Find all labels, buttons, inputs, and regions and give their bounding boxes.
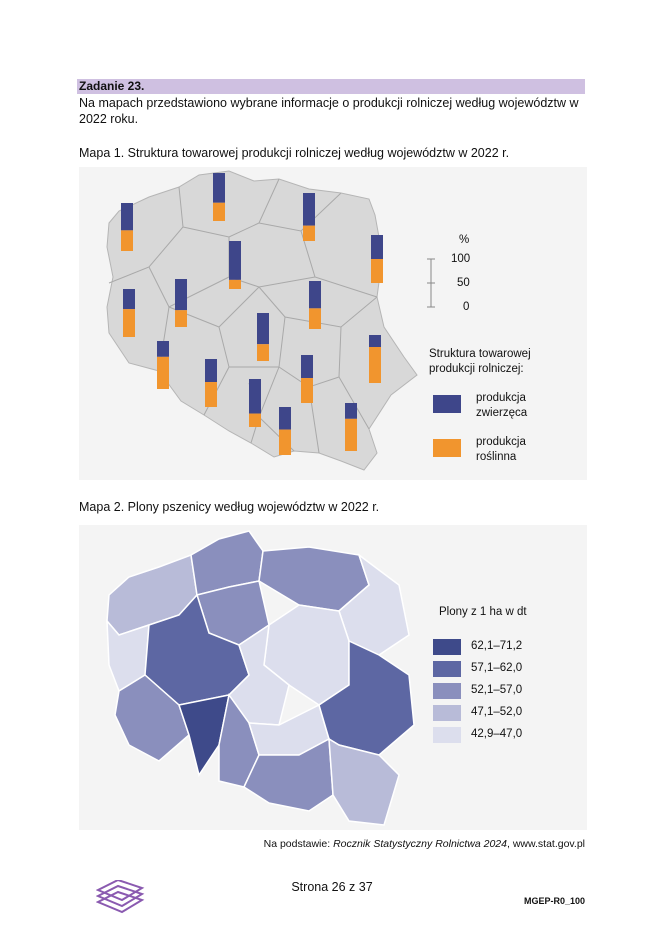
bar-animal-11 <box>249 379 261 414</box>
legend-label-plant: produkcja roślinna <box>476 436 526 463</box>
bar-plant-5 <box>123 309 135 337</box>
bar-animal-13 <box>369 335 381 347</box>
bar-plant-11 <box>249 414 261 427</box>
bar-animal-0 <box>121 203 133 230</box>
map2-legend-swatch-2 <box>433 683 461 699</box>
bar-plant-3 <box>371 259 383 283</box>
map2-legend-swatch-4 <box>433 727 461 743</box>
bar-plant-8 <box>257 344 269 361</box>
map2-legend-swatch-1 <box>433 661 461 677</box>
legend-label-animal: produkcja zwierzęca <box>476 392 528 419</box>
bar-plant-0 <box>121 230 133 251</box>
bar-plant-6 <box>175 310 187 327</box>
map2-legend-label-2: 52,1–57,0 <box>471 684 523 696</box>
bar-animal-7 <box>309 281 321 308</box>
bar-plant-12 <box>301 378 313 403</box>
bar-plant-15 <box>345 419 357 451</box>
map1-scale-tick-50: 50 <box>457 277 470 289</box>
bar-animal-1 <box>213 173 225 203</box>
bar-plant-9 <box>157 357 169 389</box>
map2-panel <box>79 525 587 830</box>
map2-legend-label-3: 47,1–52,0 <box>471 706 523 718</box>
bar-animal-12 <box>301 355 313 378</box>
bar-animal-10 <box>205 359 217 382</box>
legend-swatch-animal <box>433 395 461 413</box>
map1-scale-unit: % <box>459 234 470 246</box>
map1-poland-map <box>79 167 587 480</box>
map2-legend-label-0: 62,1–71,2 <box>471 640 523 652</box>
bar-animal-14 <box>279 407 291 430</box>
map1-panel <box>79 167 587 480</box>
bar-animal-8 <box>257 313 269 344</box>
bar-animal-4 <box>229 241 241 280</box>
task-intro: Na mapach przedstawiono wybrane informacje o produkcji rolniczej według województw w 2022 roku. <box>79 96 579 126</box>
bar-animal-3 <box>371 235 383 259</box>
bar-plant-10 <box>205 382 217 407</box>
map1-title: Mapa 1. Struktura towarowej produkcji rolniczej według województw w 2022 r. <box>79 146 510 160</box>
map1-scale <box>427 259 435 307</box>
map2-legend-swatch-0 <box>433 639 461 655</box>
bar-animal-2 <box>303 193 315 226</box>
bar-plant-4 <box>229 280 241 289</box>
map2-legend-swatch-3 <box>433 705 461 721</box>
bar-animal-6 <box>175 279 187 310</box>
map1-scale-tick-0: 0 <box>463 301 470 313</box>
bar-plant-7 <box>309 308 321 329</box>
legend-swatch-plant <box>433 439 461 457</box>
page-number: Strona 26 z 37 <box>291 880 373 894</box>
bar-plant-14 <box>279 430 291 455</box>
source-note: Na podstawie: Rocznik Statystyczny Rolnictwa 2024, www.stat.gov.pl <box>263 838 585 850</box>
map2-legend-label-4: 42,9–47,0 <box>471 728 523 740</box>
map2-poland-map <box>79 525 587 830</box>
bar-animal-9 <box>157 341 169 357</box>
bar-plant-1 <box>213 203 225 221</box>
map1-scale-tick-100: 100 <box>451 253 471 265</box>
bar-plant-13 <box>369 347 381 383</box>
map2-legend-title: Plony z 1 ha w dt <box>439 606 527 618</box>
bar-animal-5 <box>123 289 135 309</box>
map2-legend-label-1: 57,1–62,0 <box>471 662 523 674</box>
bar-animal-15 <box>345 403 357 419</box>
bar-plant-2 <box>303 226 315 241</box>
map1-legend-title: Struktura towarowej produkcji rolniczej: <box>429 348 531 375</box>
exam-code: MGEP-R0_100 <box>523 896 585 906</box>
map2-title: Mapa 2. Plony pszenicy według województw w 2022 r. <box>79 500 380 514</box>
task-header: Zadanie 23. <box>77 79 585 94</box>
